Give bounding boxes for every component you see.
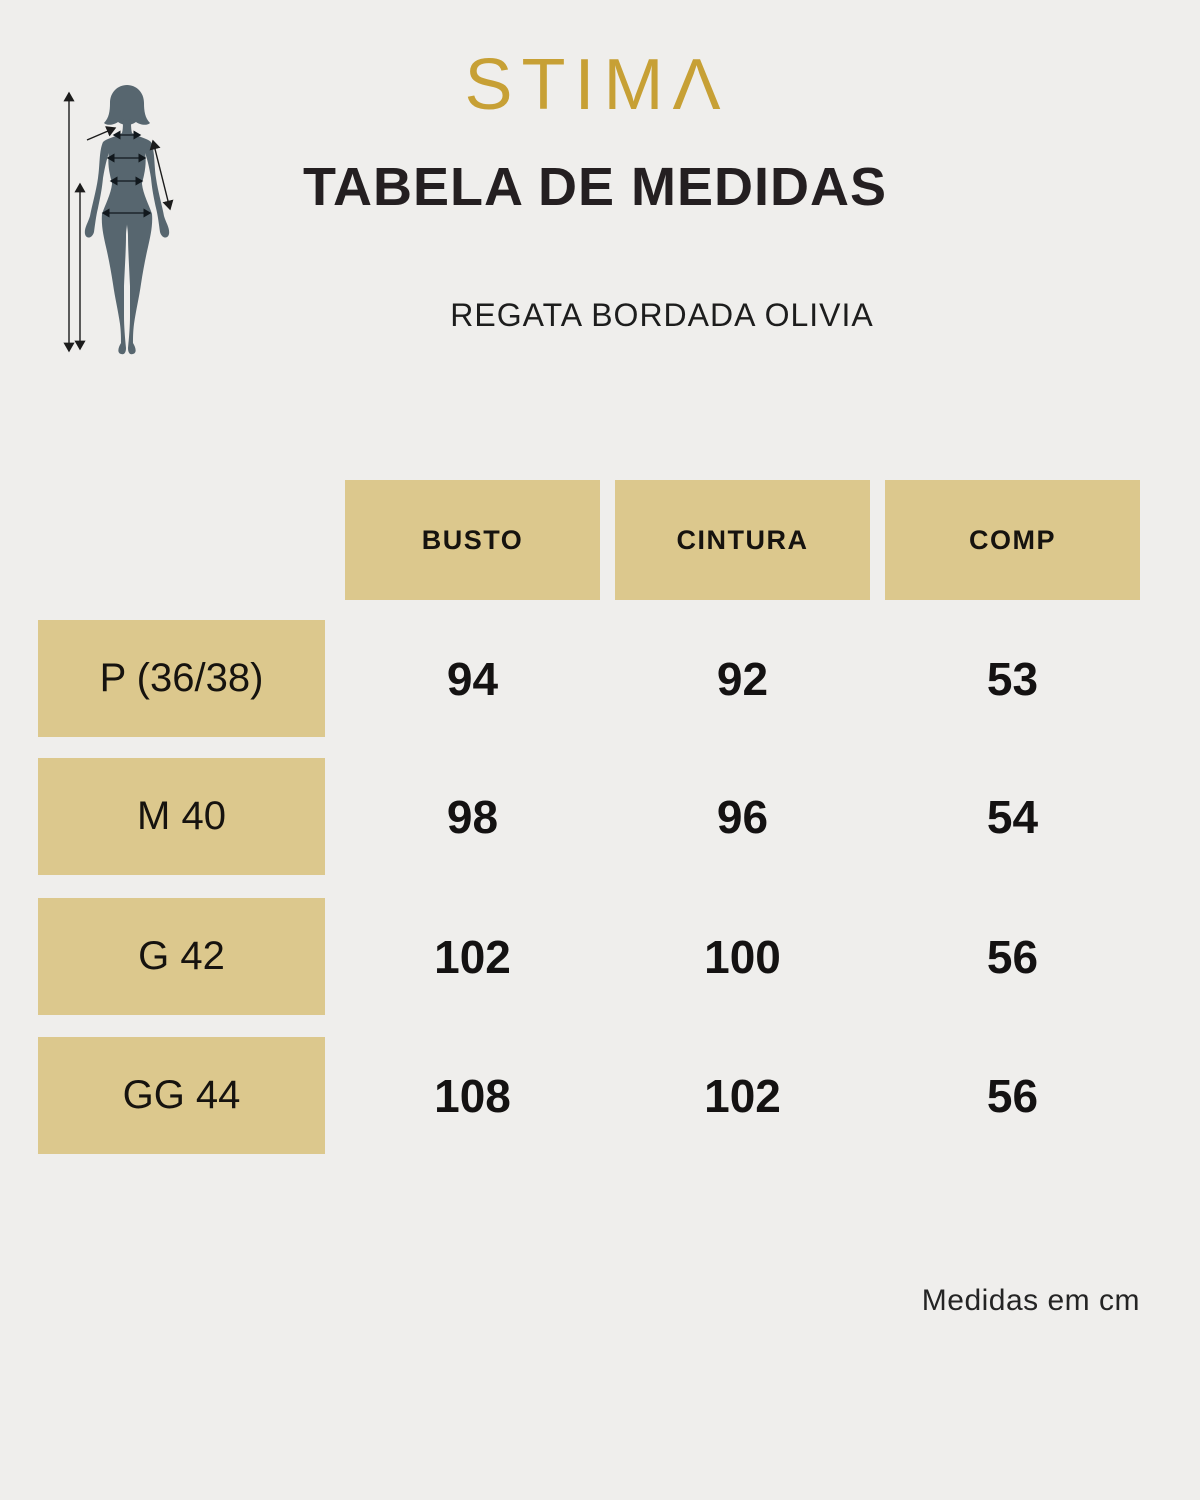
size-label-m: M 40 [38, 758, 325, 875]
cell-g-comp: 56 [986, 930, 1039, 983]
size-label-g: G 42 [38, 898, 325, 1015]
product-name: REGATA BORDADA OLIVIA [450, 297, 874, 333]
size-label-gg: GG 44 [38, 1037, 325, 1154]
cell-gg-cintura: 102 [704, 1069, 781, 1122]
cell-gg-busto: 108 [434, 1069, 511, 1122]
column-header-cintura: CINTURA [615, 480, 870, 600]
cell-m-busto: 98 [446, 790, 499, 843]
cell-g-busto: 102 [434, 930, 511, 983]
female-silhouette-measurement-icon [40, 58, 260, 390]
cell-p-cintura: 92 [716, 652, 769, 705]
column-header-comp: COMP [885, 480, 1140, 600]
unit-note: Medidas em cm [921, 1284, 1140, 1317]
silhouette-hair-head [104, 85, 150, 125]
cell-g-cintura: 100 [704, 930, 781, 983]
female-measurement-figure [40, 58, 260, 390]
column-header-busto: BUSTO [345, 480, 600, 600]
cell-gg-comp: 56 [986, 1069, 1039, 1122]
page-title: TABELA DE MEDIDAS [303, 157, 887, 217]
cell-p-busto: 94 [446, 652, 499, 705]
cell-p-comp: 53 [986, 652, 1039, 705]
cell-m-cintura: 96 [716, 790, 769, 843]
cell-m-comp: 54 [986, 790, 1039, 843]
size-label-p: P (36/38) [38, 620, 325, 737]
brand-logo: STIMΛ [464, 45, 730, 125]
